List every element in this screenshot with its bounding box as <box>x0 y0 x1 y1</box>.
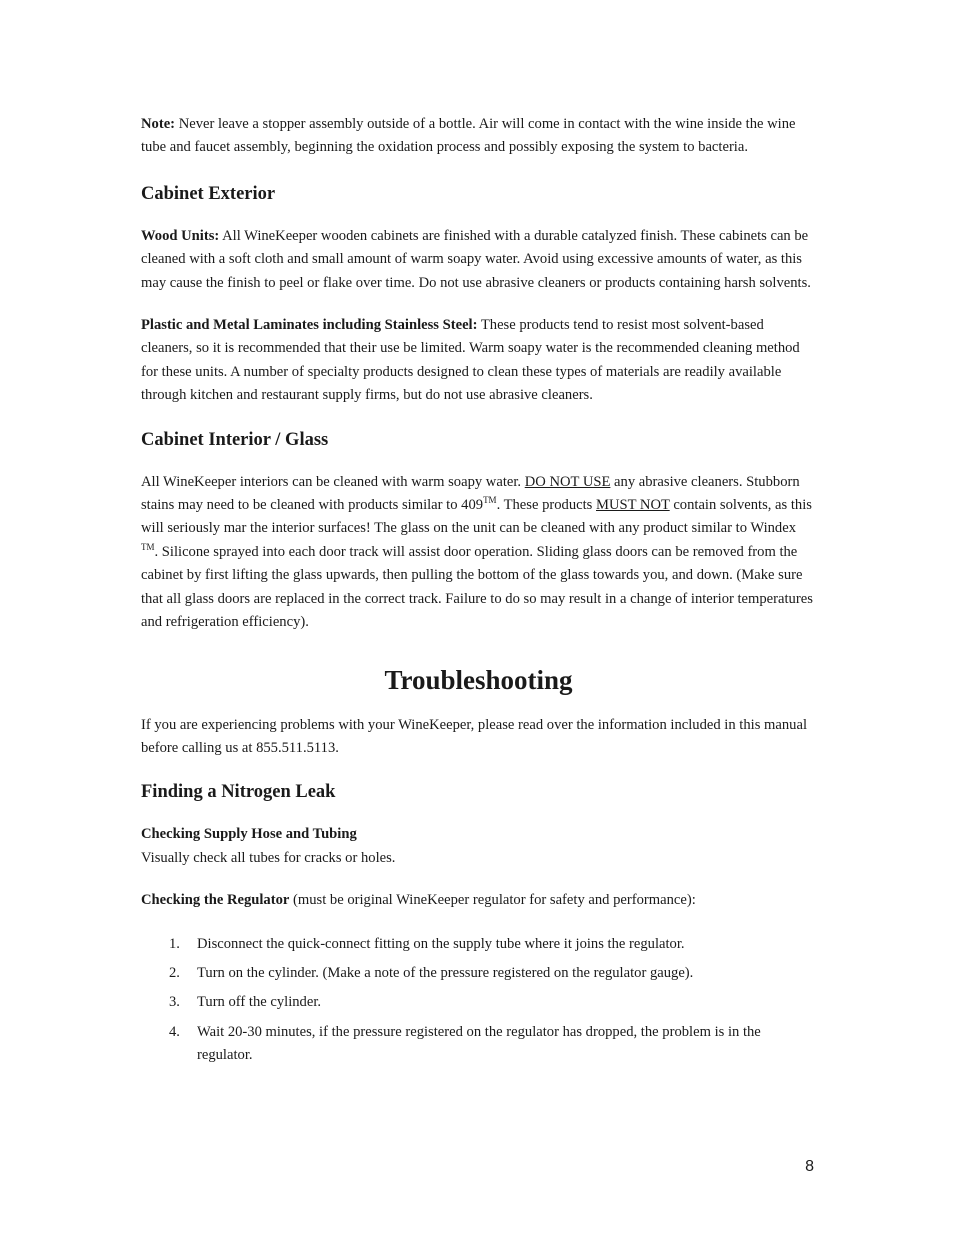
list-item <box>141 962 816 985</box>
cabinet-interior-paragraph <box>141 471 816 635</box>
laminates-paragraph <box>141 314 816 408</box>
nitrogen-leak-heading: Finding a Nitrogen Leak <box>141 782 336 803</box>
regulator-label: Checking the Regulator <box>141 892 290 909</box>
do-not-use-underlined: DO NOT USE <box>524 473 611 490</box>
step-number: 4. <box>169 1023 180 1040</box>
interior-text-2: any abrasive cleaners. Stubborn stains may need to be cleaned with products similar to 409 <box>141 473 800 514</box>
regulator-steps-list <box>141 933 816 1068</box>
page-number: 8 <box>805 1158 814 1175</box>
step-number: 3. <box>169 994 180 1011</box>
trademark-409: TM <box>483 495 497 506</box>
interior-text-4: contain solvents, as this will seriously mar the interior surfaces! The glass on the unit can be cleaned with any product similar to Windex <box>141 497 812 537</box>
interior-text-1: All WineKeeper interiors can be cleaned with warm soapy water. <box>141 473 525 490</box>
step-number: 1. <box>169 935 180 952</box>
supply-hose-text: Visually check all tubes for cracks or holes. <box>141 849 396 866</box>
laminates-text: These products tend to resist most solvent-based cleaners, so it is recommended that their use be limited. Warm soapy water is the recommended cleaning method for these units. A number of specialty products designed to clean these types of materials are readily available through kitchen and restaurant supply firms, but do not use abrasive cleaners. <box>141 317 800 404</box>
cabinet-interior-heading: Cabinet Interior / Glass <box>141 429 329 450</box>
laminates-label: Plastic and Metal Laminates including Stainless Steel: <box>141 317 478 334</box>
note-label: Note: <box>141 116 176 132</box>
step-text: Turn on the cylinder. (Make a note of the pressure registered on the regulator gauge). <box>197 964 694 981</box>
wood-units-text: All WineKeeper wooden cabinets are finished with a durable catalyzed finish. These cabinets can be cleaned with a soft cloth and small amount of warm soapy water. Avoid using excessive amounts of water, as this may cause the finish to peel or flake over time. Do not use abrasive cleaners or products containing harsh solvents. <box>141 227 811 291</box>
interior-text-5: . Silicone sprayed into each door track will assist door operation. Sliding glass doors can be removed from the cabinet by first lifting the glass upwards, then pulling the bottom of the glass towards you, and down. (Make sure that all glass doors are replaced in the correct track. Failure to do so may result in a change of interior temperatures and refrigeration efficiency). <box>141 543 813 631</box>
must-not-underlined: MUST NOT <box>596 497 670 514</box>
cabinet-exterior-heading: Cabinet Exterior <box>141 183 276 204</box>
page-content <box>141 113 816 1074</box>
list-item <box>141 933 816 956</box>
step-text: Turn off the cylinder. <box>197 994 322 1011</box>
list-item <box>141 991 816 1014</box>
interior-text-3: . These products <box>496 497 596 514</box>
step-number: 2. <box>169 964 180 981</box>
regulator-paragraph <box>141 889 816 912</box>
troubleshooting-title: Troubleshooting <box>384 664 573 695</box>
wood-units-paragraph <box>141 225 816 295</box>
troubleshooting-intro: If you are experiencing problems with your WineKeeper, please read over the information included in this manual before calling us at 855.511.5113. <box>141 716 807 756</box>
supply-hose-section <box>141 823 816 870</box>
step-text: Wait 20-30 minutes, if the pressure registered on the regulator has dropped, the problem is in the regulator. <box>197 1023 761 1064</box>
supply-hose-title: Checking Supply Hose and Tubing <box>141 826 357 843</box>
wood-units-label: Wood Units: <box>141 227 220 244</box>
regulator-text: (must be original WineKeeper regulator for safety and performance): <box>289 892 696 909</box>
step-text: Disconnect the quick-connect fitting on the supply tube where it joins the regulator. <box>197 935 685 952</box>
note-text: Never leave a stopper assembly outside of a bottle. Air will come in contact with the wine inside the wine tube and faucet assembly, beginning the oxidation process and possibly exposing the system to bacteria. <box>141 116 796 156</box>
trademark-windex: TM <box>141 541 155 552</box>
list-item <box>141 1021 816 1068</box>
note-paragraph <box>141 113 816 160</box>
